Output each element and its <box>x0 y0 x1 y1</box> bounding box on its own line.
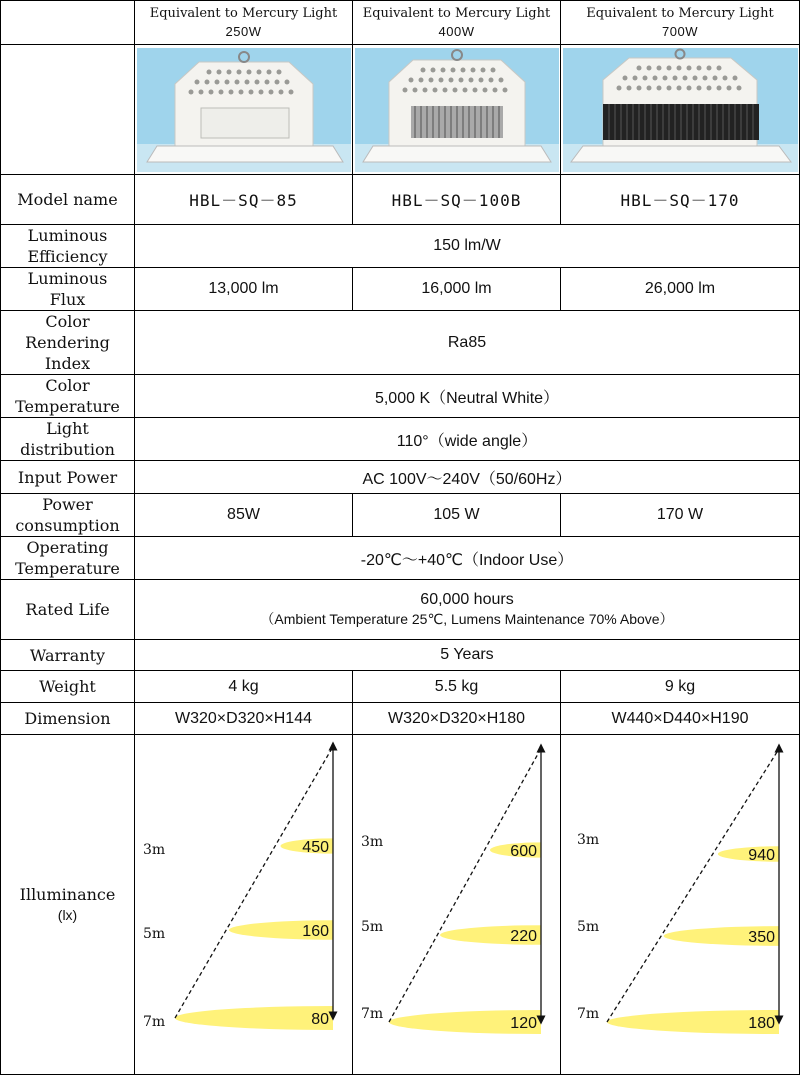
lux-value: 180 <box>748 1014 775 1032</box>
beam-edge-line <box>389 752 539 1022</box>
height-label: 7m <box>143 1013 166 1030</box>
equiv-label: Equivalent to Mercury Light <box>149 5 338 21</box>
row-luminous-efficiency <box>1 225 800 268</box>
lux-value: 120 <box>510 1014 537 1032</box>
model-value: HBL－SQ－85 <box>135 175 353 225</box>
watt-label: 700W <box>662 23 698 39</box>
row-luminous-flux <box>1 268 800 311</box>
weight-value: 5.5 kg <box>353 671 561 703</box>
label-line: Index <box>44 354 91 373</box>
model-value: HBL－SQ－170 <box>561 175 800 225</box>
row-label: Rated Life <box>1 580 135 640</box>
power-value: 105 W <box>353 494 561 537</box>
height-label: 7m <box>577 1005 600 1022</box>
row-color-rendering <box>1 311 800 375</box>
label-line: Light <box>46 419 89 438</box>
label-line: consumption <box>15 516 120 535</box>
row-rated-life <box>1 580 800 640</box>
header-row <box>1 1 800 45</box>
row-warranty <box>1 640 800 671</box>
color-temp-value: 5,000 K（Neutral White） <box>135 375 800 418</box>
header-corner <box>1 1 135 45</box>
label-line: Power <box>42 495 93 514</box>
dimension-value: W440×D440×H190 <box>561 703 800 735</box>
flux-value: 26,000 lm <box>561 268 800 311</box>
equiv-label: Equivalent to Mercury Light <box>586 5 774 21</box>
row-label: Model name <box>1 175 135 225</box>
efficiency-value: 150 lm/W <box>135 225 800 268</box>
height-label: 5m <box>361 918 384 935</box>
operating-temp-value: -20℃～+40℃（Indoor Use） <box>135 537 800 580</box>
photo-cell-1 <box>135 45 353 175</box>
row-label: Input Power <box>1 461 135 494</box>
label-line: Operating <box>26 538 109 557</box>
watt-label: 400W <box>438 23 475 39</box>
power-value: 85W <box>135 494 353 537</box>
label-line: Efficiency <box>27 247 108 266</box>
row-label <box>1 268 135 311</box>
rated-life-cell <box>135 580 800 640</box>
row-weight <box>1 671 800 703</box>
fixture-photo-hbl-sq-170 <box>563 48 798 172</box>
row-label: Weight <box>1 671 135 703</box>
dimension-value: W320×D320×H144 <box>135 703 353 735</box>
fixture-photo-hbl-sq-100b <box>355 48 559 172</box>
weight-value: 4 kg <box>135 671 353 703</box>
equiv-label: Equivalent to Mercury Light <box>362 5 551 21</box>
label-line: Luminous <box>27 226 108 245</box>
label-line: Flux <box>49 290 86 309</box>
beam-edge-line <box>607 752 777 1022</box>
lux-value: 220 <box>510 927 537 945</box>
power-value: 170 W <box>561 494 800 537</box>
row-label <box>1 537 135 580</box>
flux-value: 13,000 lm <box>135 268 353 311</box>
flux-value: 16,000 lm <box>353 268 561 311</box>
lux-value: 600 <box>510 842 537 860</box>
illuminance-diagram <box>353 736 561 1074</box>
rated-life-note: （Ambient Temperature 25℃, Lumens Maintenance 70% Above） <box>260 610 674 627</box>
label-line: Color <box>45 312 90 331</box>
illuminance-diagram <box>135 736 353 1074</box>
lux-value: 160 <box>302 922 329 940</box>
photo-cell-2 <box>353 45 561 175</box>
warranty-value: 5 Years <box>135 640 800 671</box>
illuminance-cell-2 <box>353 735 561 1075</box>
dimension-value: W320×D320×H180 <box>353 703 561 735</box>
label-line: Rendering <box>25 333 110 352</box>
label-line: Temperature <box>15 559 120 578</box>
fixture-photo-hbl-sq-85 <box>137 48 351 172</box>
row-label <box>1 494 135 537</box>
height-label: 3m <box>143 841 166 858</box>
cri-value: Ra85 <box>135 311 800 375</box>
illuminance-unit: (lx) <box>57 906 78 923</box>
illuminance-cell-3 <box>561 735 800 1075</box>
header-col-2 <box>353 1 561 45</box>
row-light-distribution <box>1 418 800 461</box>
model-value: HBL－SQ－100B <box>353 175 561 225</box>
row-power-consumption <box>1 494 800 537</box>
watt-label: 250W <box>225 23 262 39</box>
lux-value: 80 <box>311 1010 329 1028</box>
lux-value: 450 <box>302 838 329 856</box>
row-input-power <box>1 461 800 494</box>
height-label: 3m <box>577 831 600 848</box>
row-label: Warranty <box>1 640 135 671</box>
height-label: 3m <box>361 833 384 850</box>
label-line: Color <box>45 376 90 395</box>
row-label <box>1 375 135 418</box>
height-label: 5m <box>577 918 600 935</box>
label-line: Temperature <box>15 397 120 416</box>
row-operating-temperature <box>1 537 800 580</box>
lux-value: 940 <box>748 846 775 864</box>
lux-value: 350 <box>748 928 775 946</box>
header-col-3 <box>561 1 800 45</box>
label-line: distribution <box>20 440 115 459</box>
row-label <box>1 225 135 268</box>
rated-life-value: 60,000 hours <box>420 590 514 608</box>
row-label <box>1 311 135 375</box>
photo-cell-3 <box>561 45 800 175</box>
illuminance-diagram <box>561 736 800 1074</box>
row-color-temperature <box>1 375 800 418</box>
illuminance-cell-1 <box>135 735 353 1075</box>
row-illuminance <box>1 735 800 1075</box>
height-label: 5m <box>143 925 166 942</box>
distribution-value: 110°（wide angle） <box>135 418 800 461</box>
photo-corner <box>1 45 135 175</box>
beam-spot <box>175 1006 333 1030</box>
beam-edge-line <box>175 750 331 1018</box>
weight-value: 9 kg <box>561 671 800 703</box>
header-col-1 <box>135 1 353 45</box>
row-label: Dimension <box>1 703 135 735</box>
photo-row <box>1 45 800 175</box>
height-label: 7m <box>361 1005 384 1022</box>
illuminance-label-cell <box>1 735 135 1075</box>
label-line: Luminous <box>27 269 108 288</box>
input-power-value: AC 100V～240V（50/60Hz） <box>135 461 800 494</box>
illuminance-label: Illuminance <box>19 884 116 904</box>
row-dimension <box>1 703 800 735</box>
row-label <box>1 418 135 461</box>
row-model-name <box>1 175 800 225</box>
